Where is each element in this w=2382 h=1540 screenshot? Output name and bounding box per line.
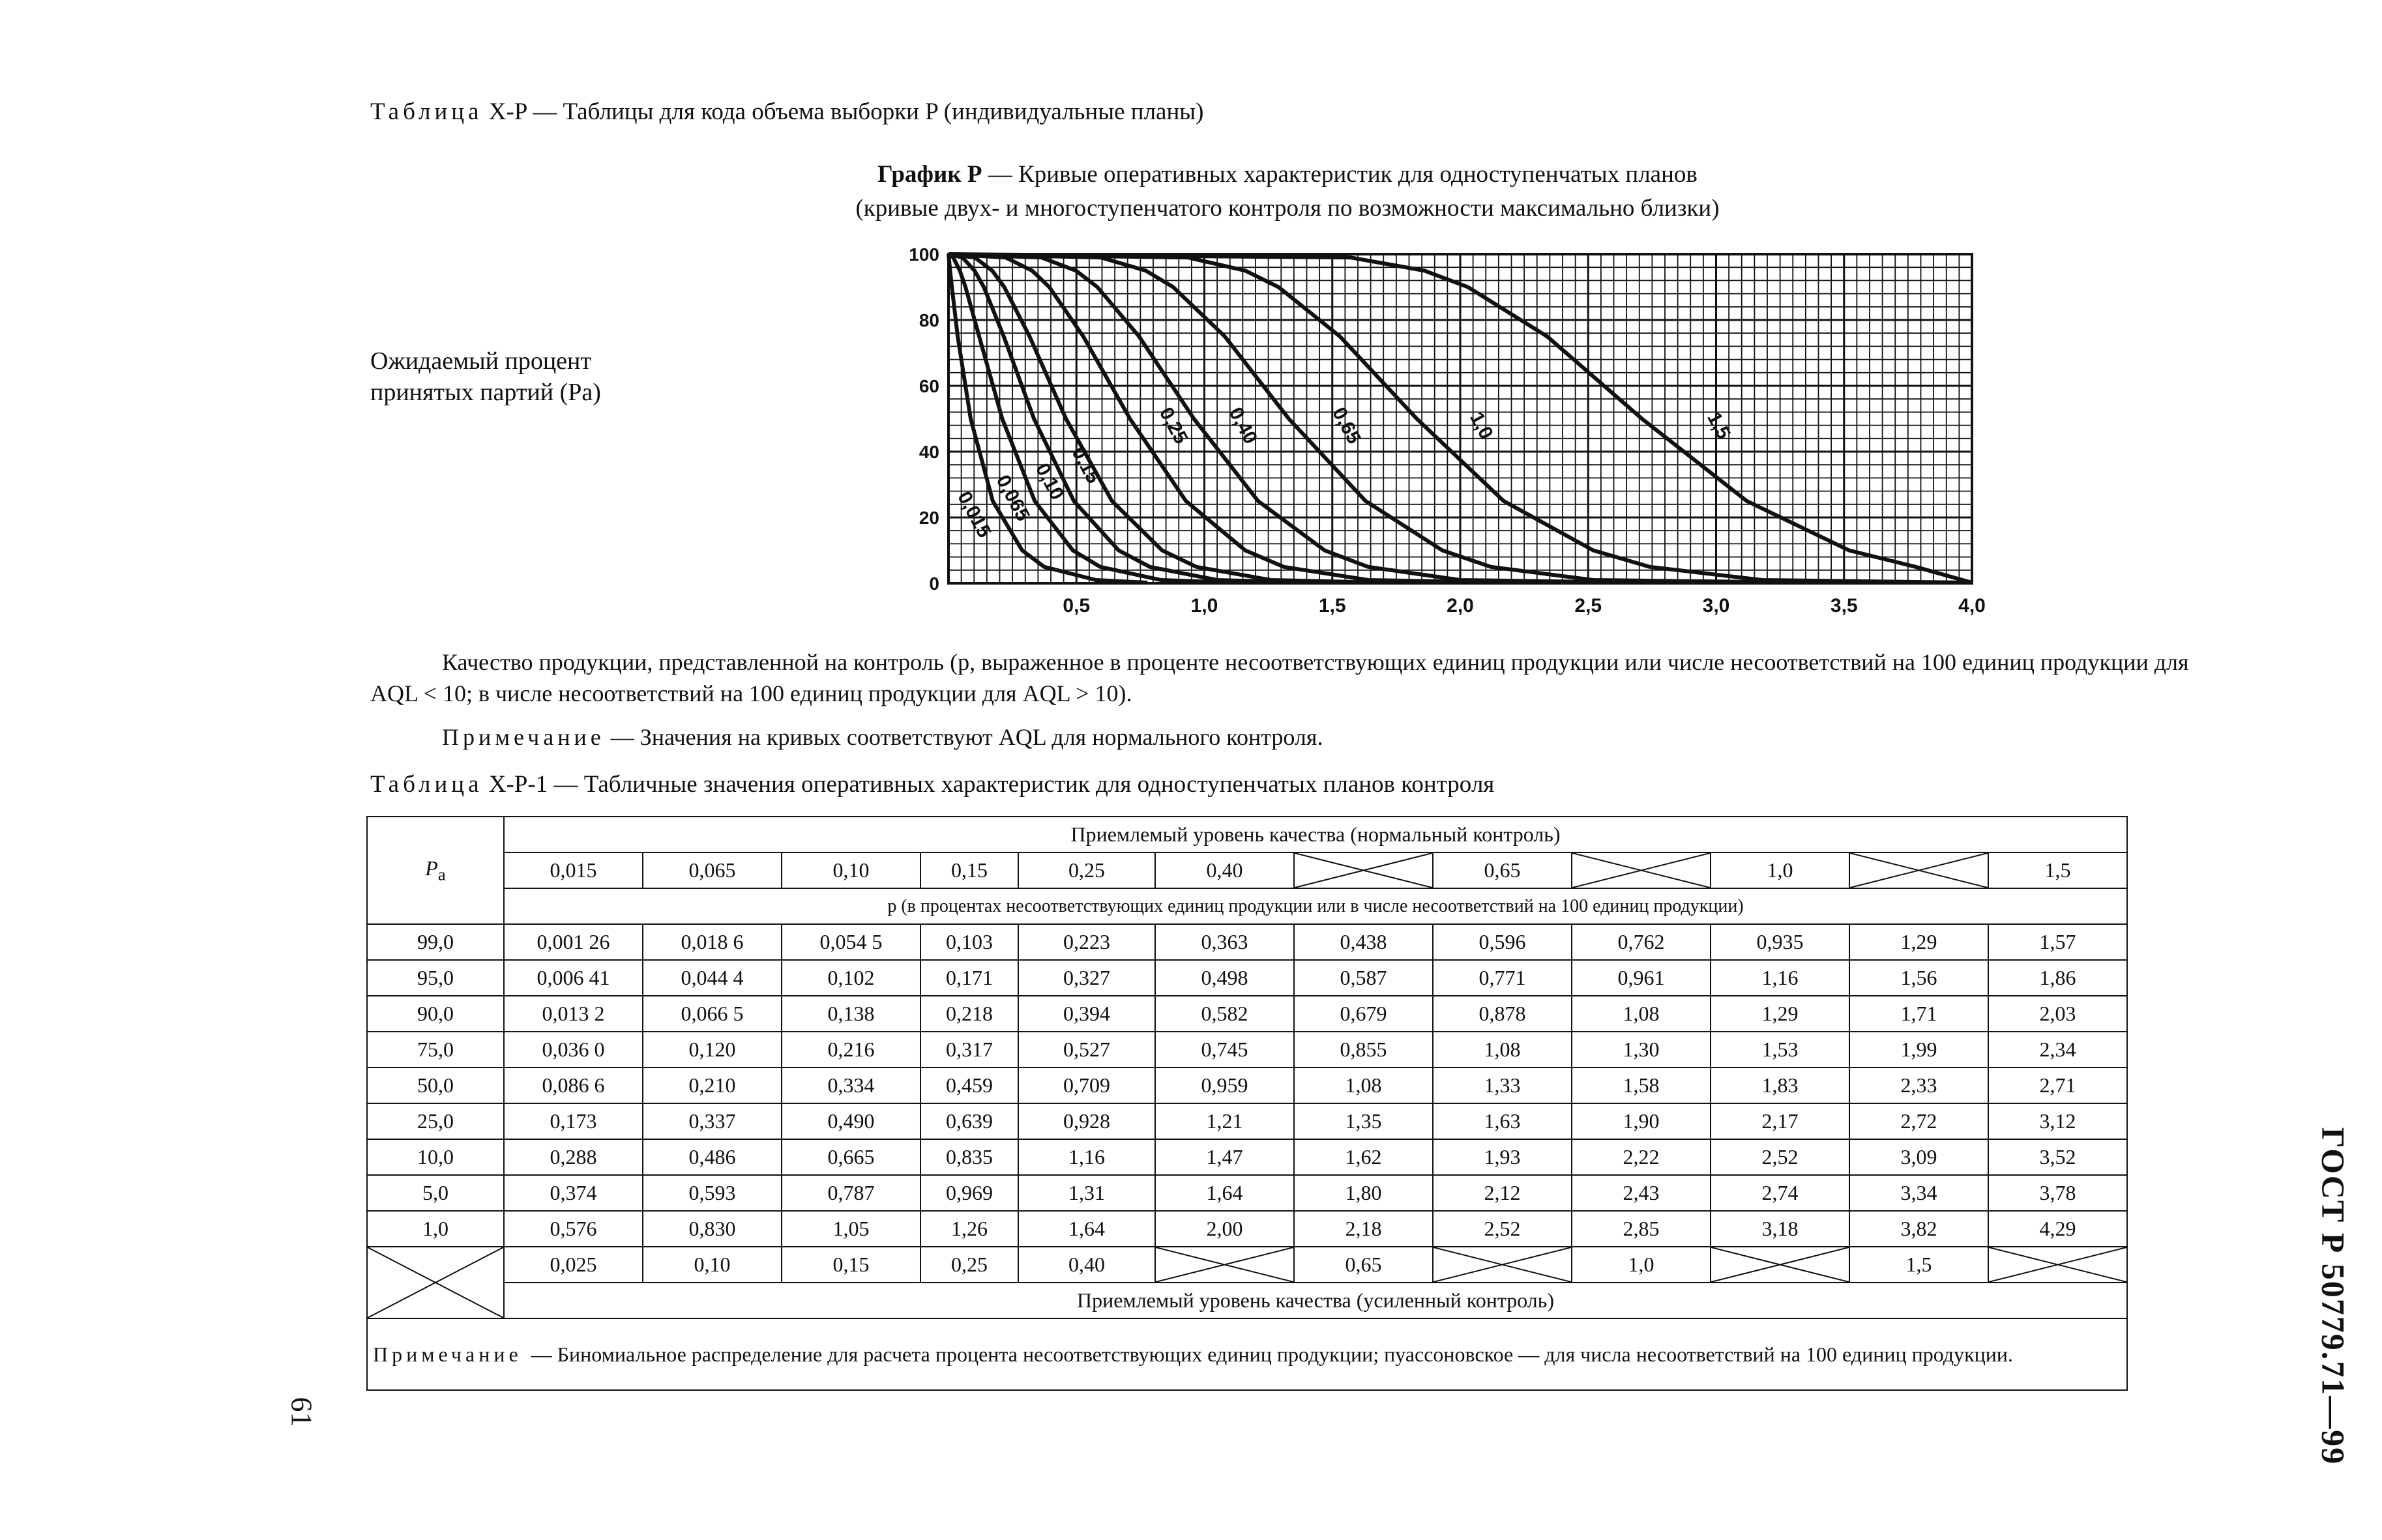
- p-value: 0,490: [782, 1103, 920, 1139]
- note-curves-lead: Примечание: [442, 724, 605, 750]
- p-value: 0,835: [920, 1139, 1018, 1175]
- p-value: 1,30: [1572, 1032, 1711, 1068]
- graph-title-bold: График P: [877, 161, 982, 188]
- p-value: 0,103: [920, 924, 1018, 960]
- p-value: 0,935: [1711, 924, 1849, 960]
- p-value: 1,62: [1294, 1139, 1433, 1175]
- p-value: 1,35: [1294, 1103, 1433, 1139]
- p-value: 2,85: [1572, 1211, 1711, 1247]
- table2-title-rest: X-P-1 — Табличные значения оперативных характеристик для одноступенчатых планов контроля: [488, 771, 1495, 798]
- aql-tightened-value: 0,65: [1294, 1247, 1433, 1283]
- aql-normal-value: 1,0: [1711, 852, 1849, 888]
- p-value: 0,679: [1294, 996, 1433, 1032]
- p-value: 0,576: [504, 1211, 643, 1247]
- graph-title: [365, 158, 2210, 225]
- p-value: 0,459: [920, 1068, 1018, 1103]
- p-value: 0,709: [1018, 1068, 1155, 1103]
- header-pa: $P_a$: [367, 817, 504, 924]
- p-value: 1,26: [920, 1211, 1018, 1247]
- table2-title-lead: Таблица: [370, 771, 483, 798]
- p-value: 0,830: [643, 1211, 782, 1247]
- p-value: 0,054 5: [782, 924, 920, 960]
- aql-normal-value: 0,015: [504, 852, 643, 888]
- pa-value: 75,0: [367, 1032, 504, 1068]
- p-value: 0,171: [920, 960, 1018, 996]
- p-value: 0,878: [1433, 996, 1572, 1032]
- p-value: 0,044 4: [643, 960, 782, 996]
- page-number: 61: [285, 1397, 319, 1427]
- crossed-cell: [1433, 1247, 1572, 1283]
- x-tick-label: 0,5: [1063, 595, 1091, 617]
- p-value: 2,43: [1572, 1175, 1711, 1211]
- p-value: 1,99: [1849, 1032, 1988, 1068]
- p-value: 0,216: [782, 1032, 920, 1068]
- p-value: 1,64: [1155, 1175, 1294, 1211]
- p-value: 2,00: [1155, 1211, 1294, 1247]
- curve-label: 0,25: [1154, 403, 1192, 448]
- y-axis-label-line1: Ожидаемый процент: [370, 347, 591, 375]
- p-value: 0,527: [1018, 1032, 1155, 1068]
- p-value: 0,086 6: [504, 1068, 643, 1103]
- p-value: 3,18: [1711, 1211, 1849, 1247]
- p-value: 2,18: [1294, 1211, 1433, 1247]
- x-tick-label: 1,5: [1318, 595, 1346, 617]
- p-value: 0,596: [1433, 924, 1572, 960]
- p-value: 1,64: [1018, 1211, 1155, 1247]
- table-title: [370, 98, 1203, 126]
- p-value: 2,17: [1711, 1103, 1849, 1139]
- y-axis-label-line2: принятых партий (Pa): [370, 379, 601, 406]
- crossed-cell: [1988, 1247, 2127, 1283]
- x-tick-label: 2,0: [1447, 595, 1474, 617]
- aql-normal-value: 0,065: [643, 852, 782, 888]
- document-code: ГОСТ Р 50779.71—99: [2315, 1127, 2352, 1466]
- p-value: 2,22: [1572, 1139, 1711, 1175]
- y-tick-label: 60: [919, 376, 939, 396]
- p-value: 2,74: [1711, 1175, 1849, 1211]
- p-value: 0,959: [1155, 1068, 1294, 1103]
- y-tick-label: 40: [919, 442, 939, 462]
- y-tick-label: 100: [909, 244, 939, 265]
- aql-normal-value: 0,65: [1433, 852, 1572, 888]
- x-tick-label: 1,0: [1190, 595, 1218, 617]
- p-value: 0,334: [782, 1068, 920, 1103]
- header-normal-control: Приемлемый уровень качества (нормальный контроль): [504, 817, 2127, 852]
- p-value: 1,29: [1849, 924, 1988, 960]
- p-value: 1,90: [1572, 1103, 1711, 1139]
- graph-title-line1: — Кривые оперативных характеристик для одноступенчатых планов: [982, 161, 1698, 188]
- aql-normal-value: 0,15: [920, 852, 1018, 888]
- x-tick-label: 2,5: [1574, 595, 1602, 617]
- p-value: 0,006 41: [504, 960, 643, 996]
- p-value: 1,29: [1711, 996, 1849, 1032]
- table-note-rest: — Биномиальное распределение для расчета процента несоответствующих единиц продукции; пуассоновское — для числа несоответствий на 100 единиц продукции.: [531, 1343, 2013, 1366]
- p-value: 2,71: [1988, 1068, 2127, 1103]
- p-value: 2,52: [1433, 1211, 1572, 1247]
- p-value: 3,82: [1849, 1211, 1988, 1247]
- p-value: 0,745: [1155, 1032, 1294, 1068]
- pa-value: 90,0: [367, 996, 504, 1032]
- curve-label: 0,10: [1031, 459, 1068, 504]
- curve-label: 0,40: [1224, 403, 1262, 448]
- curve-label: 0,65: [1328, 403, 1365, 448]
- p-value: 0,288: [504, 1139, 643, 1175]
- table-title-rest: X-P — Таблицы для кода объема выборки P (индивидуальные планы): [488, 98, 1204, 125]
- p-value: 0,593: [643, 1175, 782, 1211]
- curve-label: 0,015: [953, 487, 995, 542]
- aql-tightened-value: 0,15: [782, 1247, 920, 1283]
- aql-tightened-value: 0,40: [1018, 1247, 1155, 1283]
- pa-value: 99,0: [367, 924, 504, 960]
- curve-label: 0,065: [992, 471, 1034, 525]
- curve-label: 0,15: [1067, 443, 1104, 487]
- p-value: 0,374: [504, 1175, 643, 1211]
- crossed-cell: [1294, 852, 1433, 888]
- p-value: 0,223: [1018, 924, 1155, 960]
- y-tick-label: 20: [919, 508, 939, 528]
- pa-value: 1,0: [367, 1211, 504, 1247]
- p-value: 1,86: [1988, 960, 2127, 996]
- p-value: 1,08: [1433, 1032, 1572, 1068]
- p-value: 1,93: [1433, 1139, 1572, 1175]
- y-tick-label: 80: [919, 310, 939, 330]
- p-value: 0,066 5: [643, 996, 782, 1032]
- p-caption: p (в процентах несоответствующих единиц продукции или в числе несоответствий на 100 единиц продукции): [504, 888, 2127, 924]
- p-value: 0,855: [1294, 1032, 1433, 1068]
- p-value: 0,120: [643, 1032, 782, 1068]
- pa-value: 95,0: [367, 960, 504, 996]
- graph-title-line2: (кривые двух- и многоступенчатого контроля по возможности максимально близки): [855, 195, 1720, 222]
- aql-tightened-value: 1,0: [1572, 1247, 1711, 1283]
- p-value: 1,33: [1433, 1068, 1572, 1103]
- p-value: 0,102: [782, 960, 920, 996]
- p-value: 0,771: [1433, 960, 1572, 996]
- aql-tightened-value: 0,10: [643, 1247, 782, 1283]
- p-value: 0,486: [643, 1139, 782, 1175]
- curve-label: 1,5: [1703, 409, 1735, 443]
- p-value: 0,961: [1572, 960, 1711, 996]
- pa-value: 10,0: [367, 1139, 504, 1175]
- aql-tightened-value: 0,25: [920, 1247, 1018, 1283]
- oc-table-container: [366, 816, 2128, 1391]
- p-value: 0,928: [1018, 1103, 1155, 1139]
- p-value: 1,63: [1433, 1103, 1572, 1139]
- p-value: 0,138: [782, 996, 920, 1032]
- crossed-cell: [1711, 1247, 1849, 1283]
- table2-title: [370, 770, 1494, 798]
- pa-value: 50,0: [367, 1068, 504, 1103]
- aql-tightened-value: 1,5: [1849, 1247, 1988, 1283]
- x-tick-label: 4,0: [1958, 595, 1986, 617]
- note-curves: [442, 723, 1323, 751]
- y-tick-label: 0: [929, 574, 939, 594]
- y-axis-label: [370, 345, 601, 408]
- crossed-cell-large: [367, 1247, 504, 1318]
- p-value: 2,33: [1849, 1068, 1988, 1103]
- note-curves-rest: — Значения на кривых соответствуют AQL для нормального контроля.: [610, 724, 1323, 750]
- p-value: 2,03: [1988, 996, 2127, 1032]
- table-note-lead: Примечание: [373, 1343, 531, 1366]
- p-value: 0,639: [920, 1103, 1018, 1139]
- footer-tightened-control: Приемлемый уровень качества (усиленный контроль): [504, 1283, 2127, 1318]
- p-value: 4,29: [1988, 1211, 2127, 1247]
- p-value: 0,363: [1155, 924, 1294, 960]
- p-value: 0,327: [1018, 960, 1155, 996]
- p-value: 1,05: [782, 1211, 920, 1247]
- p-value: 1,56: [1849, 960, 1988, 996]
- table-note: [367, 1318, 2127, 1390]
- p-value: 2,52: [1711, 1139, 1849, 1175]
- x-axis-caption: Качество продукции, представленной на контроль (p, выраженное в проценте несоответствующих единиц продукции или числе несоответствий на 100 единиц продукции для AQL < 10; в числе несоответствий на 100 единиц продукции для AQL > 10).: [370, 649, 2189, 706]
- p-value: 0,438: [1294, 924, 1433, 960]
- aql-tightened-value: 0,025: [504, 1247, 643, 1283]
- p-value: 3,34: [1849, 1175, 1988, 1211]
- pa-value: 25,0: [367, 1103, 504, 1139]
- p-value: 3,12: [1988, 1103, 2127, 1139]
- p-value: 3,78: [1988, 1175, 2127, 1211]
- p-value: 1,16: [1018, 1139, 1155, 1175]
- p-value: 3,52: [1988, 1139, 2127, 1175]
- p-value: 0,018 6: [643, 924, 782, 960]
- aql-normal-value: 0,40: [1155, 852, 1294, 888]
- p-value: 2,72: [1849, 1103, 1988, 1139]
- p-value: 1,57: [1988, 924, 2127, 960]
- p-value: 2,34: [1988, 1032, 2127, 1068]
- oc-chart: [893, 241, 1988, 632]
- aql-normal-value: 0,25: [1018, 852, 1155, 888]
- p-value: 0,218: [920, 996, 1018, 1032]
- p-value: 0,587: [1294, 960, 1433, 996]
- p-value: 0,969: [920, 1175, 1018, 1211]
- p-value: 0,762: [1572, 924, 1711, 960]
- p-value: 1,71: [1849, 996, 1988, 1032]
- curve-label: 1,0: [1465, 409, 1497, 443]
- p-value: 0,173: [504, 1103, 643, 1139]
- p-value: 0,013 2: [504, 996, 643, 1032]
- crossed-cell: [1849, 852, 1988, 888]
- p-value: 1,08: [1294, 1068, 1433, 1103]
- p-value: 3,09: [1849, 1139, 1988, 1175]
- p-value: 1,31: [1018, 1175, 1155, 1211]
- x-tick-label: 3,0: [1702, 595, 1730, 617]
- crossed-cell: [1155, 1247, 1294, 1283]
- p-value: 0,210: [643, 1068, 782, 1103]
- crossed-cell: [1572, 852, 1711, 888]
- p-value: 0,337: [643, 1103, 782, 1139]
- p-value: 1,58: [1572, 1068, 1711, 1103]
- x-tick-label: 3,5: [1830, 595, 1858, 617]
- p-value: 1,08: [1572, 996, 1711, 1032]
- p-value: 0,394: [1018, 996, 1155, 1032]
- aql-normal-value: 0,10: [782, 852, 920, 888]
- p-value: 2,12: [1433, 1175, 1572, 1211]
- p-value: 0,665: [782, 1139, 920, 1175]
- p-value: 1,53: [1711, 1032, 1849, 1068]
- p-value: 1,16: [1711, 960, 1849, 996]
- p-value: 1,21: [1155, 1103, 1294, 1139]
- p-value: 0,036 0: [504, 1032, 643, 1068]
- p-value: 0,787: [782, 1175, 920, 1211]
- p-value: 0,582: [1155, 996, 1294, 1032]
- p-value: 1,80: [1294, 1175, 1433, 1211]
- pa-value: 5,0: [367, 1175, 504, 1211]
- p-value: 1,47: [1155, 1139, 1294, 1175]
- p-value: 0,001 26: [504, 924, 643, 960]
- p-value: 0,317: [920, 1032, 1018, 1068]
- p-value: 0,498: [1155, 960, 1294, 996]
- table-title-lead: Таблица: [370, 98, 483, 125]
- oc-table: [366, 816, 2128, 1391]
- aql-normal-value: 1,5: [1988, 852, 2127, 888]
- p-value: 1,83: [1711, 1068, 1849, 1103]
